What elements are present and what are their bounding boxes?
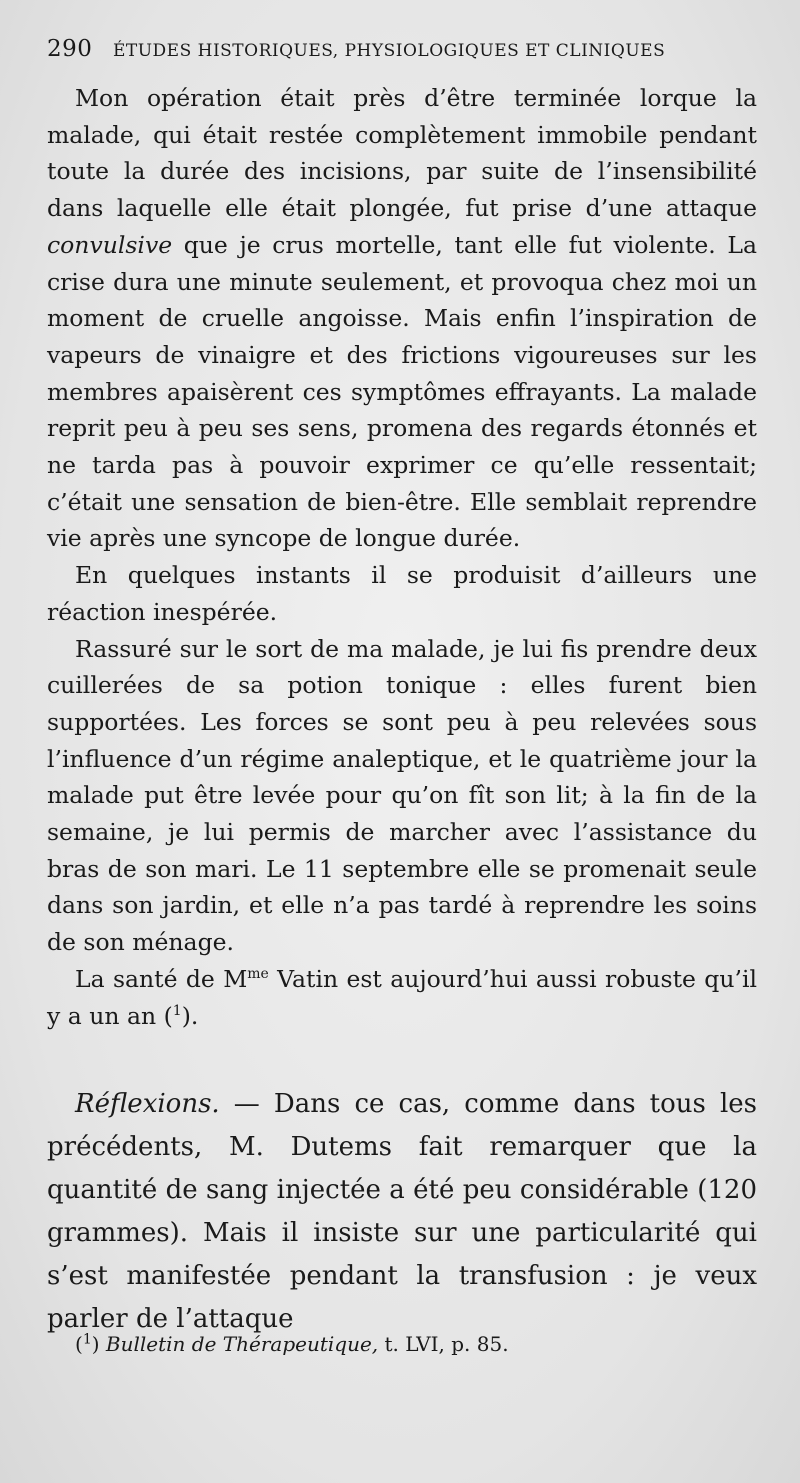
running-title: ÉTUDES HISTORIQUES, PHYSIOLOGIQUES ET CLINIQUES xyxy=(112,41,666,61)
paragraph-4-part-c: ). xyxy=(181,1001,199,1030)
footnote-details: t. LVI, p. 85. xyxy=(378,1332,509,1356)
reflexions-section xyxy=(47,1083,757,1341)
paragraph-1-italic: convulsive xyxy=(47,230,173,259)
footnote-source: Bulletin de Thérapeutique, xyxy=(105,1332,379,1356)
paragraph-4 xyxy=(47,961,757,1034)
reflexions-title: Réflexions. xyxy=(75,1089,220,1119)
page-number: 290 xyxy=(47,36,93,62)
footnote: ($^1$) Bulletin de Thérapeutique, t. LVI, p. 85. xyxy=(75,1331,509,1356)
paragraph-1-part-a: Mon opération était près d’être terminée lorque la malade, qui était restée complètement immobile pendant toute la durée des incisions, par suite de l’insensibilité dans laquelle elle était plongée, fut prise d’une attaque xyxy=(47,84,757,223)
footnote-reference: 1 xyxy=(172,1002,182,1019)
reflexions-paragraph xyxy=(47,1083,757,1341)
paragraph-4-part-b: Vatin est aujourd’hui aussi robuste qu’il y a un an ( xyxy=(47,964,757,1030)
paragraph-3: Rassuré sur le sort de ma malade, je lui fis prendre deux cuillerées de sa potion tonique : elles furent bien supportées. Les forces se sont peu à peu relevées sous l’influence d’un régime analeptique, et le quatrième jour la malade put être levée pour qu’on fît son lit; à la fin de la semaine, je lui permis de marcher avec l’assistance du bras de son mari. Le 11 septembre elle se promenait seule dans son jardin, et elle n’a pas tardé à reprendre les soins de son ménage. xyxy=(47,634,757,957)
page-header xyxy=(47,36,747,62)
body-text xyxy=(47,80,757,1034)
footnote-marker: 1 xyxy=(82,1331,92,1348)
paragraph-1-part-b: que je crus mortelle, tant elle fut violente. La crise dura une minute seulement, et provoqua chez moi un moment de cruelle angoisse. Mais enfin l’inspiration de vapeurs de vinaigre et des frictions vigoureuses sur les membres apaisèrent ces symptômes effrayants. La malade reprit peu à peu ses sens, promena des regards étonnés et ne tarda pas à pouvoir exprimer ce qu’elle ressentait; c’était une sensation de bien-être. Elle semblait reprendre vie après une syncope de longue durée. xyxy=(47,230,757,553)
paragraph-2: En quelques instants il se produisit d’ailleurs une réaction inespérée. xyxy=(47,561,757,626)
paragraph-4-part-a: La santé de M xyxy=(75,964,248,993)
paragraph-1 xyxy=(47,80,757,557)
reflexions-text: — Dans ce cas, comme dans tous les précédents, M. Dutems fait remarquer que la quantité de sang injectée a été peu considérable (120 grammes). Mais il insiste sur une particularité qui s’est manifestée pendant la transfusion : je veux parler de l’attaque xyxy=(47,1089,757,1334)
superscript-me: me xyxy=(247,966,269,983)
